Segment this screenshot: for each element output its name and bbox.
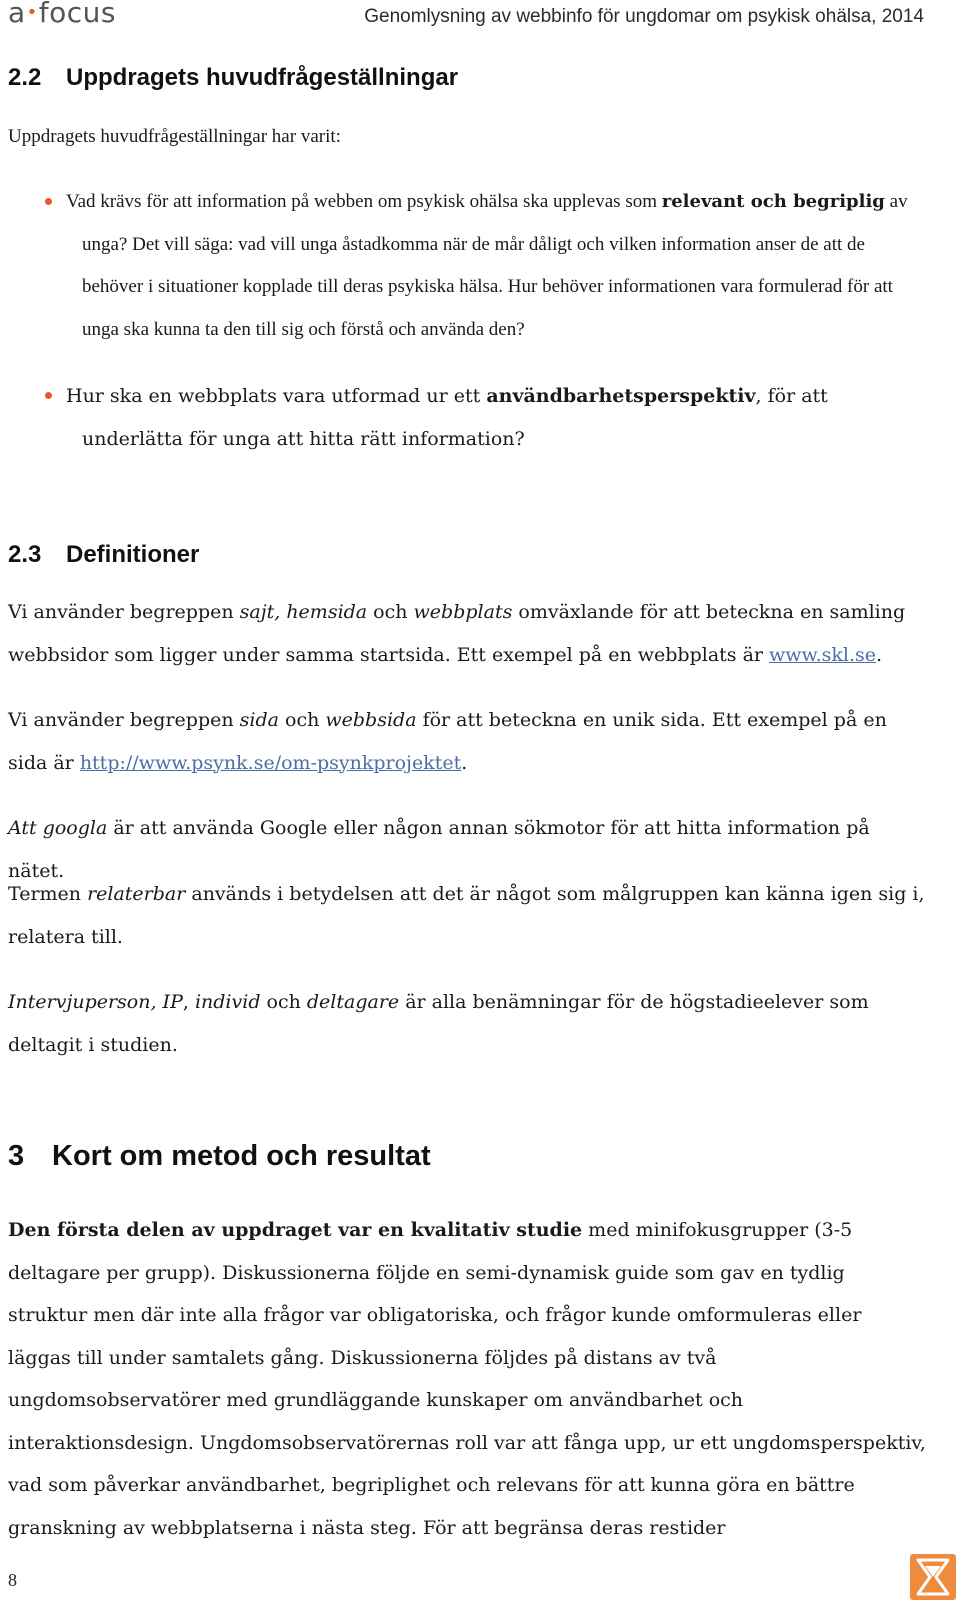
heading-3 xyxy=(8,1140,431,1173)
bullet-text: av unga? Det vill säga: vad vill unga åstadkomma när de mår dåligt och vilken information anser de att de behöver i situationer kopplade till deras psykiska hälsa. Hur behöver informationen vara formulerad för att unga ska kunna ta den till sig och förstå och använda den? xyxy=(82,191,908,340)
bullet-icon xyxy=(45,392,52,399)
page-header xyxy=(0,0,960,40)
hourglass-icon xyxy=(910,1554,956,1600)
skl-link[interactable]: www.skl.se xyxy=(769,643,876,666)
bullet-text: Hur ska en webbplats vara utformad ur ett xyxy=(66,385,487,407)
paragraph-emphasis: Den första delen av uppdraget var en kvalitativ studie xyxy=(8,1219,583,1241)
list-item xyxy=(0,181,930,351)
definition-paragraph: Vi använder begreppen sajt, hemsida och webbplats omväxlande för att beteckna en samling webbsidor som ligger under samma startsida. Ett exempel på en webbplats är www.skl.se. xyxy=(8,601,906,666)
bullet-text: Vad krävs för att information på webben om psykisk ohälsa ska upplevas som xyxy=(66,191,662,212)
definition-paragraph: Vi använder begreppen sida och webbsida för att beteckna en unik sida. Ett exempel på en sida är http://www.psynk.se/om-psynkprojektet. xyxy=(8,709,887,774)
logo-letter: a xyxy=(8,0,26,29)
heading-2-3 xyxy=(8,541,199,569)
heading-text: Kort om metod och resultat xyxy=(52,1140,431,1172)
list-item xyxy=(0,375,930,460)
method-paragraph: Den första delen av uppdraget var en kvalitativ studie med minifokusgrupper (3-5 deltagare per grupp). Diskussionerna följde en semi-dynamisk guide som gav en tydlig struktur men där inte alla frågor var obligatoriska, och frågor kunde omformuleras eller läggas till under samtalets gång. Diskussionerna följdes på distans av två ungdomsobservatörer med grundläggande kunskaper om användbarhet och interaktionsdesign. Ungdomsobservatörernas roll var att fånga upp, ur ett ungdomsperspektiv, vad som påverkar användbarhet, begriplighet och relevans för att kunna göra en bättre granskning av webbplatserna i nästa steg. För att begränsa deras restider xyxy=(8,1219,926,1539)
bullet-text: , för att underlätta för unga att hitta rätt information? xyxy=(82,385,828,450)
psynk-link[interactable]: http://www.psynk.se/om-psynkprojektet xyxy=(79,751,462,774)
page-number: 8 xyxy=(8,1570,17,1590)
definition-paragraph: Intervjuperson, IP, individ och deltagare är alla benämningar för de högstadieelever som deltagit i studien. xyxy=(8,991,869,1056)
document-title: Genomlysning av webbinfo för ungdomar om psykisk ohälsa, 2014 xyxy=(364,6,924,27)
heading-text: Definitioner xyxy=(66,541,200,568)
bullet-icon xyxy=(45,198,52,205)
heading-number: 3 xyxy=(8,1140,25,1172)
heading-text: Uppdragets huvudfrågeställningar xyxy=(66,64,459,91)
logo-dot: • xyxy=(26,2,38,23)
definition-paragraph: Termen relaterbar används i betydelsen att det är något som målgruppen kan känna igen sig i, relatera till. xyxy=(8,883,925,948)
heading-2-2 xyxy=(8,64,458,92)
logo-text: focus xyxy=(38,0,117,29)
intro-paragraph: Uppdragets huvudfrågeställningar har varit: xyxy=(8,126,341,147)
bullet-emphasis: relevant och begriplig xyxy=(661,191,885,212)
heading-number: 2.3 xyxy=(8,541,42,568)
heading-number: 2.2 xyxy=(8,64,42,91)
brand-badge-icon xyxy=(910,1554,956,1600)
afocus-logo xyxy=(8,0,116,29)
definition-paragraph: Att googla är att använda Google eller någon annan sökmotor för att hitta information på nätet. xyxy=(8,817,870,882)
question-list xyxy=(0,181,930,460)
bullet-emphasis: användbarhetsperspektiv xyxy=(486,385,756,407)
